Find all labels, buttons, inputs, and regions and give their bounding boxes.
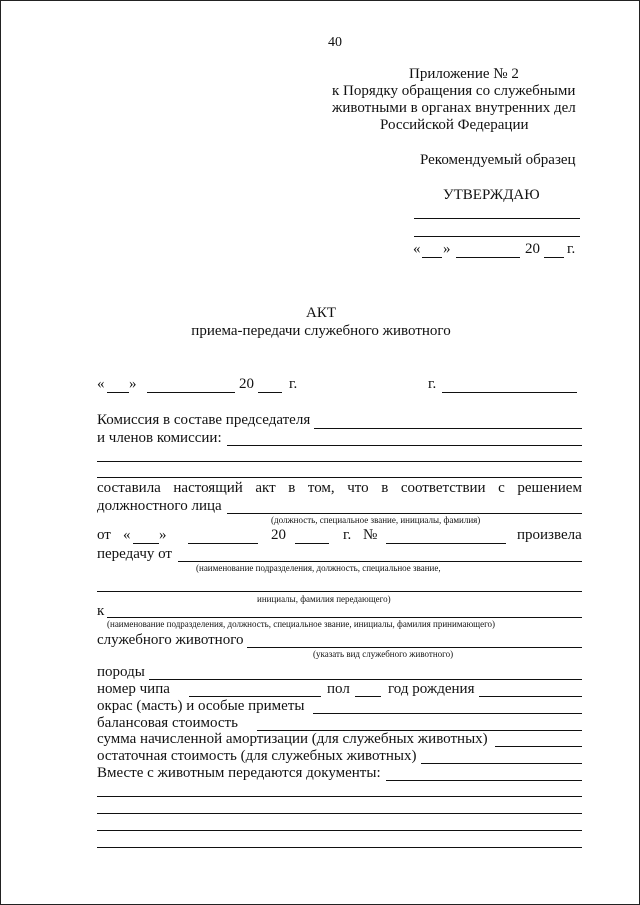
commission-members-line-2[interactable] [97,461,582,462]
from-number-field[interactable] [386,543,506,544]
approve-year-field[interactable] [544,257,564,258]
official-hint: (должность, специальное звание, инициалы, фамилия) [271,515,481,525]
act-city-label: г. [428,376,437,392]
approve-day-field[interactable] [422,257,442,258]
approve-signature-line-1[interactable] [414,218,580,219]
approve-year-prefix: 20 [525,241,540,257]
act-day-field[interactable] [107,392,129,393]
birth-year-field[interactable] [479,696,582,697]
from-year-prefix: 20 [271,527,286,543]
commission-members-line-3[interactable] [97,477,582,478]
documents-label: Вместе с животным передаются документы: [97,765,381,781]
composed-word: что [347,480,369,496]
transfer-to-field[interactable] [107,617,582,618]
official-field[interactable] [227,513,582,514]
chip-field[interactable] [189,696,321,697]
composed-word: акт [255,480,276,496]
from-month-field[interactable] [188,543,258,544]
approve-heading: УТВЕРЖДАЮ [443,187,540,203]
documents-line-5[interactable] [97,847,582,848]
animal-hint: (указать вид служебного животного) [313,649,454,659]
commission-chair-label: Комиссия в составе председателя [97,412,311,428]
documents-field[interactable] [386,780,582,781]
composed-word: в [381,480,389,496]
from-label: от [97,527,111,543]
animal-label: служебного животного [97,632,244,648]
from-year-suffix: г. [343,527,352,543]
act-title: АКТ [306,305,336,321]
recommended-sample: Рекомендуемый образец [420,152,576,168]
documents-line-2[interactable] [97,796,582,797]
composed-word: в [288,480,296,496]
composed-word: настоящий [173,480,243,496]
approve-signature-line-2[interactable] [414,236,580,237]
act-year-field[interactable] [258,392,282,393]
transfer-to-hint: (наименование подразделения, должность, специальное звание, инициалы, фамилия принимающего) [107,619,496,629]
documents-line-3[interactable] [97,813,582,814]
approve-year-suffix: г. [567,241,576,257]
composed-word: соответствии [400,480,486,496]
sex-field[interactable] [355,696,381,697]
composed-word: составила [97,480,161,496]
color-field[interactable] [313,713,582,714]
act-city-field[interactable] [442,392,577,393]
from-day-field[interactable] [133,543,159,544]
appendix-line-3: животными в органах внутренних дел [332,100,576,116]
made-label: произвела [517,527,582,543]
residual-field[interactable] [421,763,582,764]
act-month-field[interactable] [147,392,235,393]
approve-date-open-quote: « [413,241,421,257]
commission-members-field[interactable] [227,445,582,446]
approve-date-close-quote: » [443,241,451,257]
composed-word: решением [517,480,582,496]
transfer-from-hint-2: инициалы, фамилия передающего) [257,594,391,604]
transfer-from-field[interactable] [178,561,582,562]
animal-field[interactable] [247,647,582,648]
commission-chair-field[interactable] [314,428,582,429]
breed-label: породы [97,664,145,680]
transfer-from-label: передачу от [97,546,172,562]
transfer-from-line-2[interactable] [97,591,582,592]
from-year-field[interactable] [295,543,329,544]
transfer-to-label: к [97,603,105,619]
appendix-line-4: Российской Федерации [380,117,529,133]
color-label: окрас (масть) и особые приметы [97,698,305,714]
act-subtitle: приема-передачи служебного животного [191,323,451,339]
act-year-suffix: г. [289,376,298,392]
commission-members-label: и членов комиссии: [97,430,222,446]
composed-line-1 [97,480,582,497]
from-close-quote: » [159,527,167,543]
act-year-prefix: 20 [239,376,254,392]
depreciation-label: сумма начисленной амортизации (для служебных животных) [97,731,488,747]
page-number: 40 [328,35,342,50]
official-label: должностного лица [97,498,222,514]
act-date-close-quote: » [129,376,137,392]
depreciation-field[interactable] [495,746,582,747]
balance-label: балансовая стоимость [97,715,238,731]
from-number-label: № [363,527,378,543]
sex-label: пол [327,681,350,697]
composed-word: том, [307,480,335,496]
approve-month-field[interactable] [456,257,520,258]
composed-word: с [498,480,505,496]
documents-line-4[interactable] [97,830,582,831]
from-open-quote: « [123,527,131,543]
transfer-from-hint-1: (наименование подразделения, должность, специальное звание, [196,563,441,573]
appendix-line-1: Приложение № 2 [409,66,519,82]
breed-field[interactable] [149,679,582,680]
birth-year-label: год рождения [388,681,475,697]
act-date-open-quote: « [97,376,105,392]
residual-label: остаточная стоимость (для служебных животных) [97,748,417,764]
chip-label: номер чипа [97,681,170,697]
appendix-line-2: к Порядку обращения со служебными [332,83,576,99]
